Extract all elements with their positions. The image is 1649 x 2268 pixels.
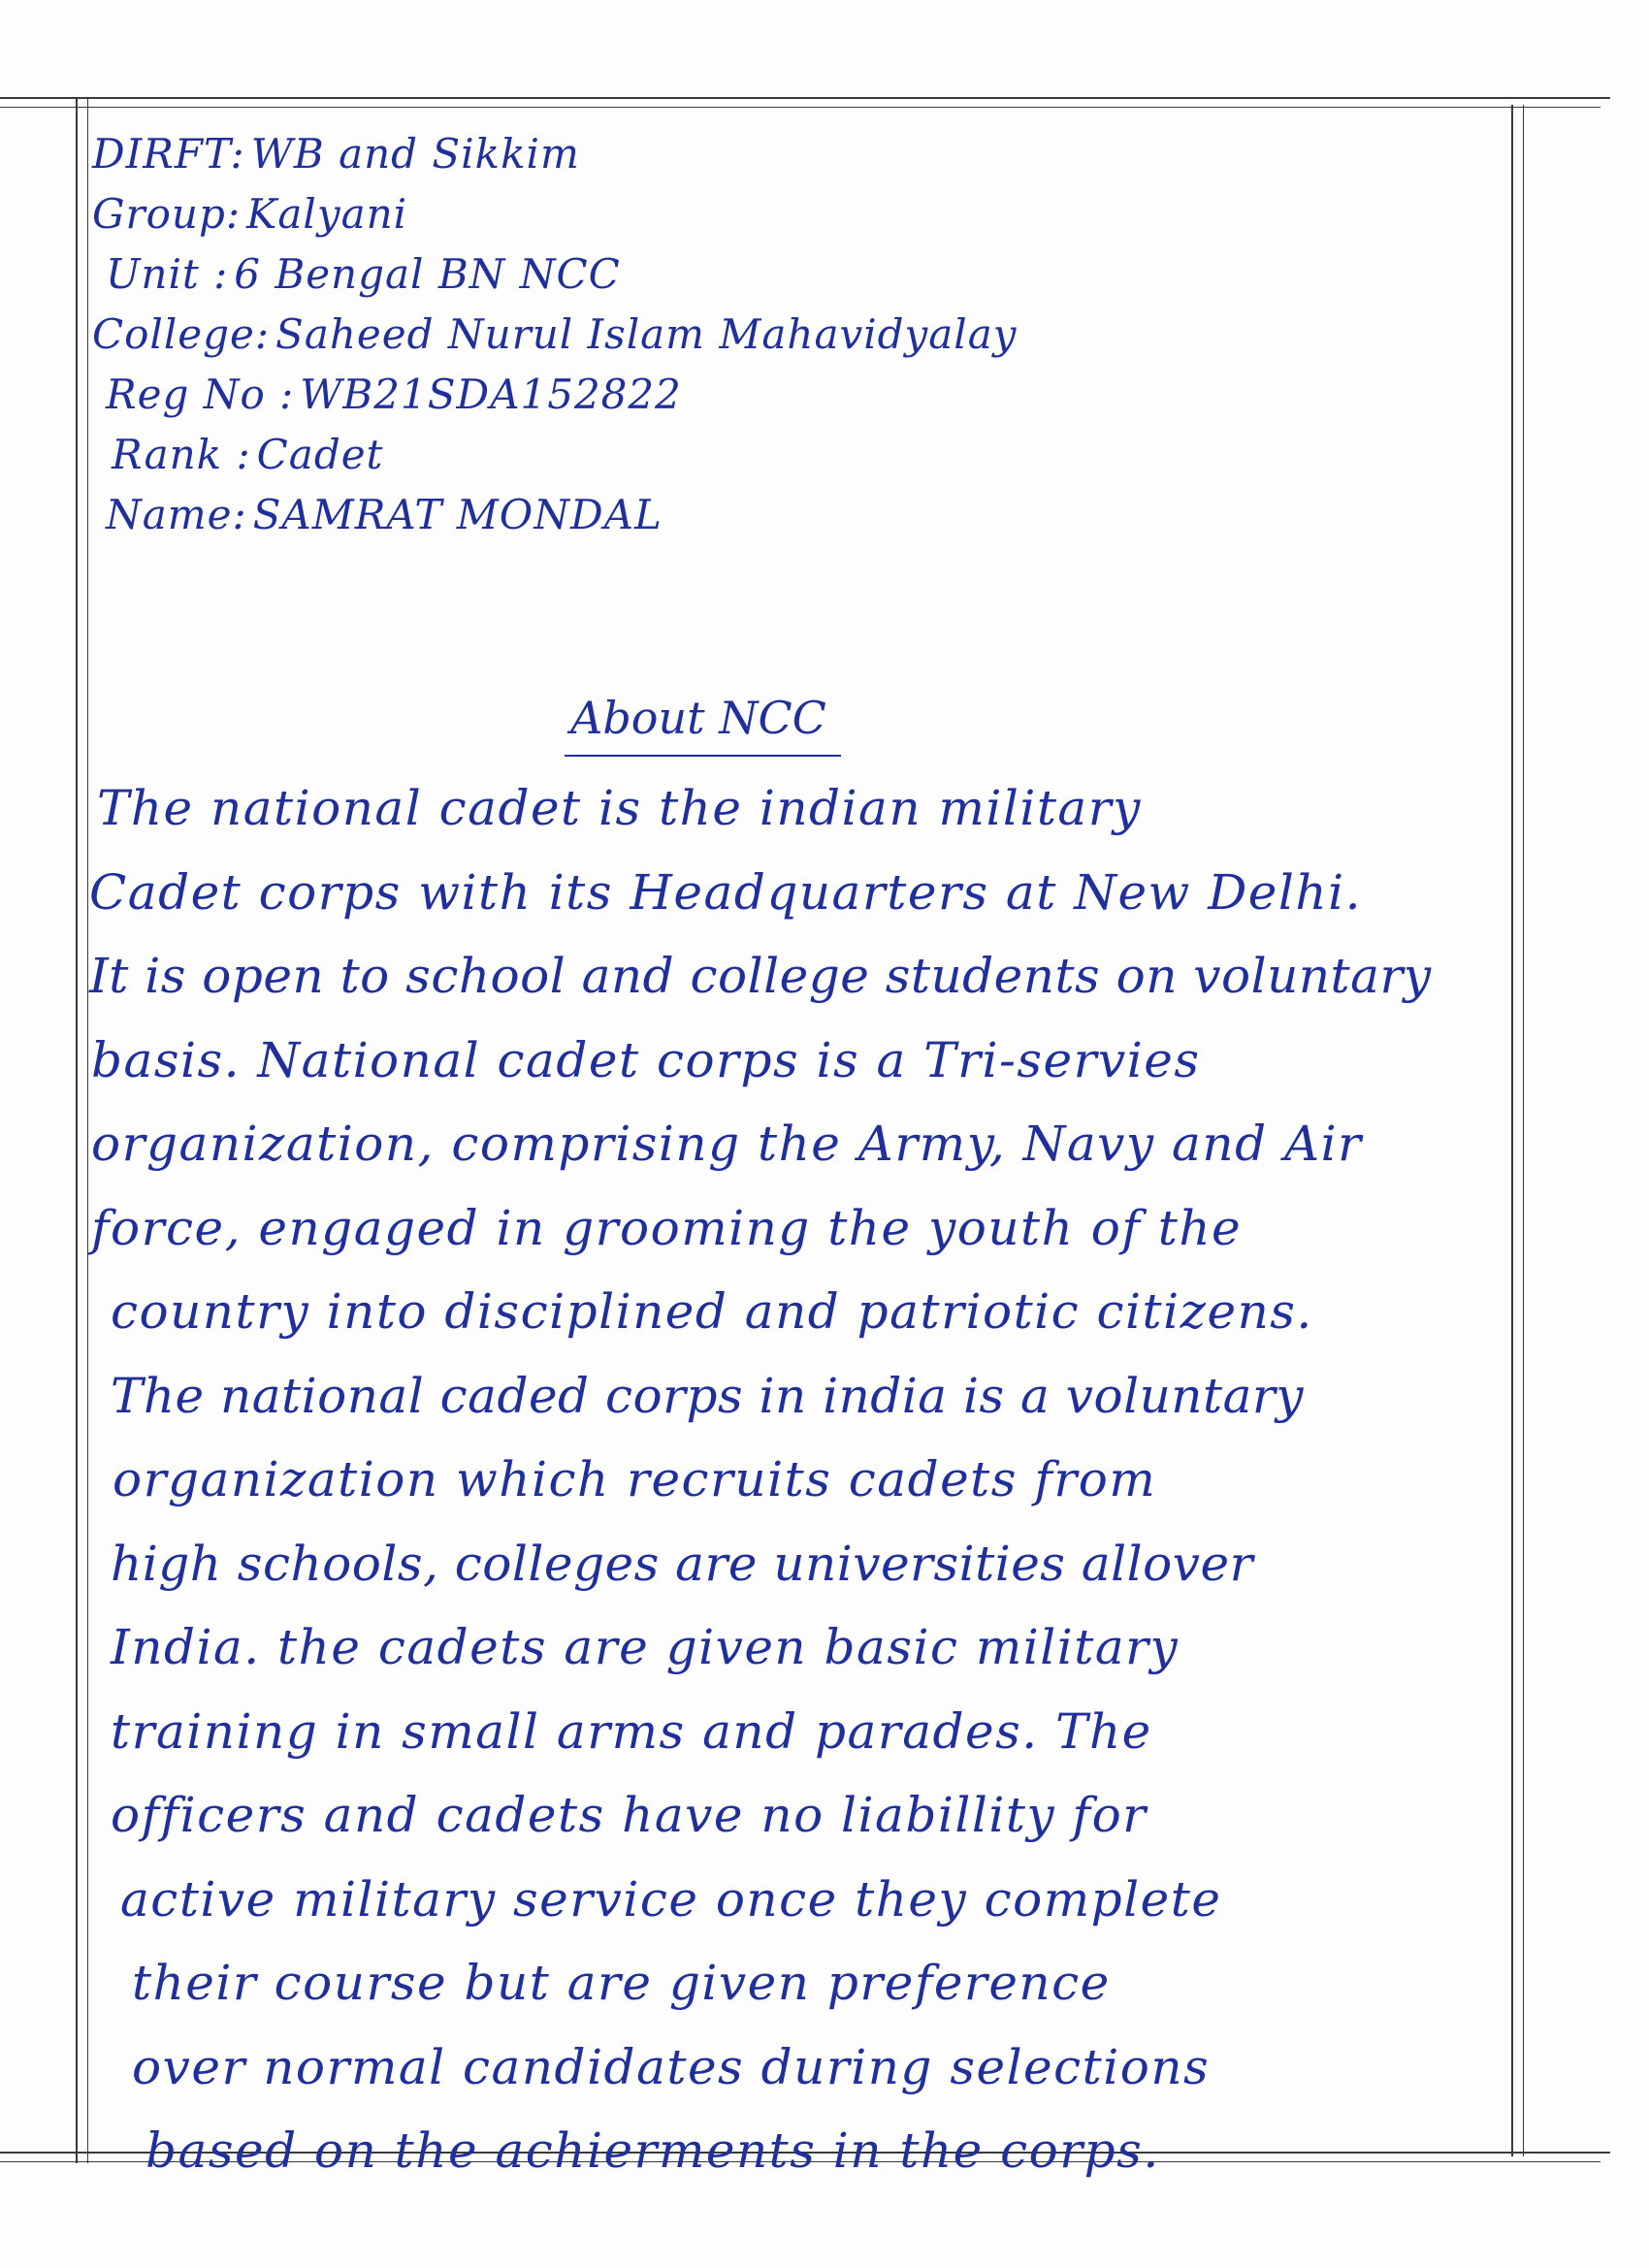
essay-line: India. the cadets are given basic military [111, 1619, 1180, 1675]
detail-directorate: DIRFT: WB and Sikkim [92, 130, 580, 178]
essay-line: The national cadet is the indian military [97, 780, 1142, 836]
detail-reg-no: Reg No : WB21SDA152822 [106, 371, 682, 418]
detail-name: Name: SAMRAT MONDAL [106, 491, 663, 538]
essay-line: based on the achierments in the corps. [146, 2122, 1160, 2179]
essay-body [89, 766, 1504, 2193]
detail-rank: Rank : Cadet [112, 431, 384, 478]
essay-line: high schools, colleges are universities allover [111, 1535, 1253, 1592]
left-margin-line [76, 97, 78, 2163]
essay-line: Cadet corps with its Headquarters at New Delhi. [89, 863, 1362, 921]
top-rule-line-inner [0, 107, 1600, 108]
essay-line: basis. National cadet corps is a Tri-servies [91, 1031, 1201, 1088]
right-margin-line [1511, 105, 1513, 2156]
essay-line: The national caded corps in india is a voluntary [111, 1367, 1305, 1424]
essay-line: force, engaged in grooming the youth of the [91, 1199, 1243, 1256]
essay-line: over normal candidates during selections [132, 2038, 1211, 2095]
left-margin-line-inner [87, 97, 88, 2163]
detail-unit: Unit : 6 Bengal BN NCC [106, 250, 621, 298]
essay-line: It is open to school and college students on voluntary [89, 948, 1432, 1004]
essay-line: active military service once they complete [120, 1870, 1222, 1928]
essay-title: About NCC [570, 692, 826, 744]
detail-college: College: Saheed Nurul Islam Mahavidyalay [92, 310, 1018, 358]
detail-group: Group: Kalyani [92, 190, 408, 238]
essay-line: organization which recruits cadets from [113, 1451, 1157, 1507]
cadet-details [92, 124, 1499, 545]
essay-line: their course but are given preference [132, 1955, 1111, 2011]
essay-line: officers and cadets have no liabillity for [111, 1787, 1148, 1843]
right-margin-line-inner [1523, 105, 1524, 2156]
title-underline [565, 755, 841, 757]
essay-line: country into disciplined and patriotic citizens. [111, 1283, 1313, 1340]
top-rule-line [0, 97, 1610, 99]
essay-line: organization, comprising the Army, Navy and Air [91, 1116, 1363, 1172]
essay-line: training in small arms and parades. The [111, 1702, 1152, 1760]
